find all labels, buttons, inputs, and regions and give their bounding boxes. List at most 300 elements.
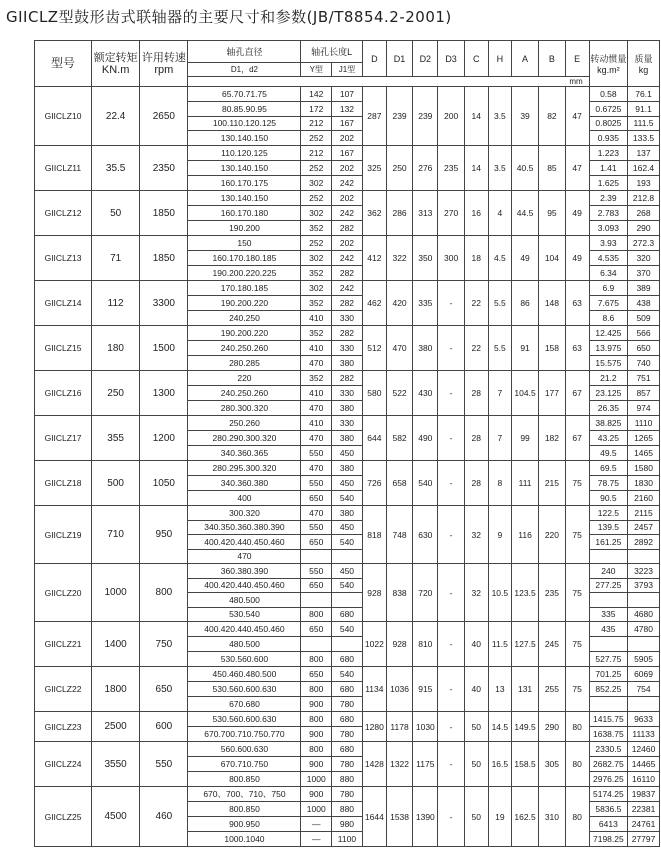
bore-cell: 130.140.150 — [188, 161, 301, 176]
mass-cell: 22381 — [628, 802, 660, 817]
j-length-cell: 242 — [332, 251, 363, 266]
bore-cell: 80.85.90.95 — [188, 101, 301, 116]
mass-cell: 509 — [628, 311, 660, 326]
y-length-cell: 470 — [301, 506, 332, 521]
mass-cell: 6069 — [628, 667, 660, 682]
y-length-cell: — — [301, 832, 332, 847]
bore-cell: 130.140.150 — [188, 131, 301, 146]
speed-cell: 750 — [140, 622, 188, 667]
dim-d2-cell: 540 — [413, 461, 438, 506]
torque-cell: 710 — [92, 506, 140, 564]
dim-b-cell: 235 — [539, 564, 565, 622]
mass-cell: 76.1 — [628, 87, 660, 102]
inertia-cell: 49.5 — [589, 446, 627, 461]
inertia-cell: 852.25 — [589, 682, 627, 697]
torque-unit: KN.m — [101, 63, 130, 76]
bore-cell: 150 — [188, 236, 301, 251]
bore-cell: 360.380.390 — [188, 564, 301, 579]
bore-cell: 190.200.220.225 — [188, 266, 301, 281]
y-length-cell: 302 — [301, 206, 332, 221]
mass-cell: 1580 — [628, 461, 660, 476]
dim-b-cell: 104 — [539, 236, 565, 281]
dim-a-cell: 39 — [511, 87, 538, 146]
dim-d3-cell: 235 — [438, 146, 464, 191]
mass-unit: kg — [638, 65, 649, 75]
table-row — [35, 281, 660, 296]
dim-c-cell: 14 — [464, 87, 488, 146]
y-length-cell — [301, 637, 332, 652]
j-length-cell: 330 — [332, 416, 363, 431]
mass-cell: 1830 — [628, 476, 660, 491]
y-length-cell: 352 — [301, 266, 332, 281]
y-length-cell: 1000 — [301, 802, 332, 817]
model-cell: GIICLZ12 — [35, 191, 92, 236]
mass-cell — [628, 549, 660, 564]
dim-d-cell: 1644 — [362, 787, 386, 847]
inertia-label: 转动惯量 — [590, 54, 627, 64]
mass-cell: 754 — [628, 682, 660, 697]
j-length-cell: 880 — [332, 772, 363, 787]
inertia-cell: 0.58 — [589, 87, 627, 102]
inertia-cell: 2682.75 — [589, 757, 627, 772]
dim-e-cell: 80 — [565, 787, 589, 847]
table-body — [35, 87, 660, 847]
model-cell: GIICLZ14 — [35, 281, 92, 326]
table-row — [35, 87, 660, 102]
bore-cell: 900.950 — [188, 817, 301, 832]
dim-b-cell: 220 — [539, 506, 565, 564]
mass-cell: 12460 — [628, 742, 660, 757]
torque-cell: 71 — [92, 236, 140, 281]
table-row — [35, 712, 660, 727]
y-length-cell: 550 — [301, 476, 332, 491]
mass-cell — [628, 637, 660, 652]
speed-cell: 600 — [140, 712, 188, 742]
y-length-cell: 900 — [301, 697, 332, 712]
dim-a-cell: 158.5 — [511, 742, 538, 787]
table-row — [35, 564, 660, 579]
col-bore-header: 轴孔直径 — [188, 41, 301, 63]
inertia-cell: 13.975 — [589, 341, 627, 356]
col-inertia-header — [589, 41, 627, 87]
dim-h-cell: 13 — [488, 667, 511, 712]
torque-cell: 1800 — [92, 667, 140, 712]
y-length-cell: 252 — [301, 161, 332, 176]
bore-cell: 800.850 — [188, 772, 301, 787]
dim-d2-cell: 720 — [413, 564, 438, 622]
j-length-cell: 680 — [332, 742, 363, 757]
j-length-cell — [332, 637, 363, 652]
mass-cell: 5905 — [628, 652, 660, 667]
j-length-cell — [332, 549, 363, 564]
dim-d2-cell: 630 — [413, 506, 438, 564]
dim-a-cell: 40.5 — [511, 146, 538, 191]
dim-b-cell: 305 — [539, 742, 565, 787]
dim-d1-cell: 522 — [386, 371, 412, 416]
dim-d3-cell: 200 — [438, 87, 464, 146]
dim-d2-cell: 276 — [413, 146, 438, 191]
j-length-cell: 167 — [332, 116, 363, 131]
col-D1-header: D1 — [386, 41, 412, 77]
torque-cell: 50 — [92, 191, 140, 236]
inertia-cell: 527.75 — [589, 652, 627, 667]
col-B-header: B — [539, 41, 565, 77]
dim-h-cell: 7 — [488, 371, 511, 416]
j-length-cell: 282 — [332, 371, 363, 386]
j-length-cell: 242 — [332, 176, 363, 191]
y-length-cell: 212 — [301, 146, 332, 161]
inertia-cell: 161.25 — [589, 535, 627, 550]
table-row — [35, 146, 660, 161]
dim-c-cell: 28 — [464, 461, 488, 506]
dim-d1-cell: 658 — [386, 461, 412, 506]
dim-d1-cell: 250 — [386, 146, 412, 191]
bore-cell: 65.70.71.75 — [188, 87, 301, 102]
model-cell: GIICLZ22 — [35, 667, 92, 712]
dim-d2-cell: 313 — [413, 191, 438, 236]
model-cell: GIICLZ16 — [35, 371, 92, 416]
y-length-cell — [301, 549, 332, 564]
dim-h-cell: 3.5 — [488, 87, 511, 146]
j-length-cell: 282 — [332, 266, 363, 281]
bore-cell: 530.560.600.630 — [188, 712, 301, 727]
dim-b-cell: 148 — [539, 281, 565, 326]
dim-a-cell: 111 — [511, 461, 538, 506]
y-length-cell: 142 — [301, 87, 332, 102]
inertia-cell: 277.25 — [589, 578, 627, 593]
speed-cell: 2350 — [140, 146, 188, 191]
mass-cell: 268 — [628, 206, 660, 221]
dim-b-cell: 82 — [539, 87, 565, 146]
table-row — [35, 416, 660, 431]
bore-cell: 670、700、710、750 — [188, 787, 301, 802]
table-row — [35, 236, 660, 251]
bore-cell: 450.460.480.500 — [188, 667, 301, 682]
dim-d-cell: 287 — [362, 87, 386, 146]
bore-cell: 110.120.125 — [188, 146, 301, 161]
dim-h-cell: 3.5 — [488, 146, 511, 191]
mass-label: 质量 — [634, 54, 653, 64]
model-cell: GIICLZ19 — [35, 506, 92, 564]
inertia-cell: 0.8025 — [589, 116, 627, 131]
j-length-cell: 540 — [332, 535, 363, 550]
dim-d3-cell: - — [438, 281, 464, 326]
dim-e-cell: 80 — [565, 712, 589, 742]
mass-cell: 2457 — [628, 520, 660, 535]
torque-cell: 1000 — [92, 564, 140, 622]
dim-h-cell: 5.5 — [488, 281, 511, 326]
j-length-cell: 780 — [332, 757, 363, 772]
dim-h-cell: 14.5 — [488, 712, 511, 742]
mass-cell: 2160 — [628, 491, 660, 506]
dim-d3-cell: - — [438, 326, 464, 371]
inertia-cell: 78.75 — [589, 476, 627, 491]
dim-e-cell: 75 — [565, 667, 589, 712]
dim-c-cell: 22 — [464, 326, 488, 371]
bore-cell: 190.200.220 — [188, 296, 301, 311]
mass-cell: 19837 — [628, 787, 660, 802]
dim-c-cell: 50 — [464, 787, 488, 847]
dim-d-cell: 1134 — [362, 667, 386, 712]
bore-cell: 530.560.600.630 — [188, 682, 301, 697]
y-length-cell: 550 — [301, 564, 332, 579]
speed-cell: 950 — [140, 506, 188, 564]
y-length-cell: 650 — [301, 535, 332, 550]
dim-d-cell: 462 — [362, 281, 386, 326]
inertia-cell: 4.535 — [589, 251, 627, 266]
torque-cell: 250 — [92, 371, 140, 416]
j-length-cell: 540 — [332, 578, 363, 593]
inertia-cell: 139.5 — [589, 520, 627, 535]
speed-cell: 1850 — [140, 236, 188, 281]
j-length-cell: 680 — [332, 652, 363, 667]
bore-cell: 160.170.180 — [188, 206, 301, 221]
mass-cell: 1265 — [628, 431, 660, 446]
table-row — [35, 371, 660, 386]
dim-d3-cell: - — [438, 416, 464, 461]
dim-d2-cell: 239 — [413, 87, 438, 146]
bore-cell: 400 — [188, 491, 301, 506]
mass-cell: 290 — [628, 221, 660, 236]
mass-cell: 566 — [628, 326, 660, 341]
dim-c-cell: 14 — [464, 146, 488, 191]
dim-h-cell: 8 — [488, 461, 511, 506]
dim-c-cell: 32 — [464, 564, 488, 622]
dim-e-cell: 75 — [565, 564, 589, 622]
col-speed-header — [140, 41, 188, 87]
inertia-cell: 2.39 — [589, 191, 627, 206]
bore-cell: 530.560.600 — [188, 652, 301, 667]
dim-d1-cell: 928 — [386, 622, 412, 667]
dim-b-cell: 310 — [539, 787, 565, 847]
bore-cell: 670.700.710.750.770 — [188, 727, 301, 742]
dim-d-cell: 362 — [362, 191, 386, 236]
mass-cell: 1110 — [628, 416, 660, 431]
inertia-cell: 7198.25 — [589, 832, 627, 847]
model-cell: GIICLZ24 — [35, 742, 92, 787]
j-length-cell: 680 — [332, 682, 363, 697]
inertia-cell: 23.125 — [589, 386, 627, 401]
mass-cell: 4780 — [628, 622, 660, 637]
y-length-cell: 900 — [301, 757, 332, 772]
y-length-cell: 302 — [301, 281, 332, 296]
speed-cell: 1850 — [140, 191, 188, 236]
bore-cell: 400.420.440.450.460 — [188, 535, 301, 550]
dim-e-cell: 67 — [565, 416, 589, 461]
dim-d3-cell: 270 — [438, 191, 464, 236]
dim-d2-cell: 1175 — [413, 742, 438, 787]
table-row — [35, 742, 660, 757]
inertia-cell: 1638.75 — [589, 727, 627, 742]
dim-d1-cell: 1322 — [386, 742, 412, 787]
inertia-cell: 122.5 — [589, 506, 627, 521]
j-length-cell: 282 — [332, 326, 363, 341]
inertia-cell: 1.41 — [589, 161, 627, 176]
dim-a-cell: 104.5 — [511, 371, 538, 416]
dim-c-cell: 50 — [464, 712, 488, 742]
dim-d-cell: 928 — [362, 564, 386, 622]
mass-cell: 24761 — [628, 817, 660, 832]
j-length-cell: 450 — [332, 446, 363, 461]
y-length-cell: 900 — [301, 727, 332, 742]
mass-cell: 11133 — [628, 727, 660, 742]
model-cell: GIICLZ21 — [35, 622, 92, 667]
dim-d1-cell: 420 — [386, 281, 412, 326]
mass-cell: 16110 — [628, 772, 660, 787]
inertia-cell: 15.575 — [589, 356, 627, 371]
inertia-cell: 5174.25 — [589, 787, 627, 802]
model-cell: GIICLZ25 — [35, 787, 92, 847]
j-length-cell: 202 — [332, 236, 363, 251]
dim-b-cell: 290 — [539, 712, 565, 742]
inertia-cell: 1.625 — [589, 176, 627, 191]
inertia-cell: 3.93 — [589, 236, 627, 251]
dim-d2-cell: 380 — [413, 326, 438, 371]
bore-cell: 280.300.320 — [188, 401, 301, 416]
inertia-cell: 12.425 — [589, 326, 627, 341]
dim-d-cell: 1280 — [362, 712, 386, 742]
dim-d2-cell: 490 — [413, 416, 438, 461]
inertia-cell: 5836.5 — [589, 802, 627, 817]
torque-label: 额定转矩 — [93, 51, 138, 64]
inertia-cell: 26.35 — [589, 401, 627, 416]
inertia-cell: 7.675 — [589, 296, 627, 311]
inertia-cell: 701.25 — [589, 667, 627, 682]
mass-cell: 2115 — [628, 506, 660, 521]
dim-h-cell: 10.5 — [488, 564, 511, 622]
y-length-cell: 352 — [301, 221, 332, 236]
dim-d2-cell: 915 — [413, 667, 438, 712]
dim-d1-cell: 286 — [386, 191, 412, 236]
mass-cell: 3223 — [628, 564, 660, 579]
j-length-cell: 980 — [332, 817, 363, 832]
j-length-cell: 880 — [332, 802, 363, 817]
speed-cell: 1500 — [140, 326, 188, 371]
dim-b-cell: 245 — [539, 622, 565, 667]
dim-c-cell: 16 — [464, 191, 488, 236]
dim-c-cell: 40 — [464, 667, 488, 712]
dim-d2-cell: 430 — [413, 371, 438, 416]
page-title: GIICLZ型鼓形齿式联轴器的主要尺寸和参数(JB/T8854.2-2001) — [6, 8, 452, 26]
j-length-cell: 380 — [332, 431, 363, 446]
dim-a-cell: 149.5 — [511, 712, 538, 742]
j-length-cell: 780 — [332, 787, 363, 802]
inertia-cell: 6.34 — [589, 266, 627, 281]
dim-d2-cell: 335 — [413, 281, 438, 326]
j-length-cell: 780 — [332, 727, 363, 742]
dim-e-cell: 67 — [565, 371, 589, 416]
j-length-cell: 330 — [332, 311, 363, 326]
bore-cell: 190.200.220 — [188, 326, 301, 341]
j-length-cell: 450 — [332, 476, 363, 491]
dim-e-cell: 63 — [565, 326, 589, 371]
mass-cell — [628, 593, 660, 608]
mass-cell: 3793 — [628, 578, 660, 593]
bore-cell: 1000.1040 — [188, 832, 301, 847]
mass-cell: 4680 — [628, 607, 660, 622]
table-row — [35, 461, 660, 476]
y-length-cell: 470 — [301, 461, 332, 476]
bore-cell: 340.350.360.380.390 — [188, 520, 301, 535]
dim-a-cell: 131 — [511, 667, 538, 712]
dim-d-cell: 512 — [362, 326, 386, 371]
dim-h-cell: 4 — [488, 191, 511, 236]
speed-cell: 3300 — [140, 281, 188, 326]
j-length-cell: 540 — [332, 667, 363, 682]
dim-d-cell: 580 — [362, 371, 386, 416]
dim-e-cell: 63 — [565, 281, 589, 326]
bore-cell: 250.260 — [188, 416, 301, 431]
y-length-cell: 550 — [301, 520, 332, 535]
y-length-cell: 470 — [301, 431, 332, 446]
bore-cell: 480.500 — [188, 593, 301, 608]
j-length-cell: 680 — [332, 712, 363, 727]
bore-cell: 670.680 — [188, 697, 301, 712]
y-type-header: Y型 — [301, 63, 332, 77]
j-length-cell: 380 — [332, 506, 363, 521]
dim-d3-cell: - — [438, 506, 464, 564]
dim-a-cell: 123.5 — [511, 564, 538, 622]
inertia-cell: 69.5 — [589, 461, 627, 476]
mass-cell: 212.8 — [628, 191, 660, 206]
j-length-cell — [332, 593, 363, 608]
j-length-cell: 450 — [332, 564, 363, 579]
bore-cell: 800.850 — [188, 802, 301, 817]
dim-d2-cell: 810 — [413, 622, 438, 667]
mass-cell: 974 — [628, 401, 660, 416]
table-row — [35, 622, 660, 637]
model-cell: GIICLZ18 — [35, 461, 92, 506]
y-length-cell: 410 — [301, 341, 332, 356]
col-A-header: A — [511, 41, 538, 77]
dim-d3-cell: - — [438, 564, 464, 622]
dim-e-cell: 75 — [565, 622, 589, 667]
dim-c-cell: 40 — [464, 622, 488, 667]
j-length-cell: 132 — [332, 101, 363, 116]
mass-cell: 751 — [628, 371, 660, 386]
dim-b-cell: 215 — [539, 461, 565, 506]
bore-cell: 160.170.175 — [188, 176, 301, 191]
mass-cell: 438 — [628, 296, 660, 311]
bore-cell: 190.200 — [188, 221, 301, 236]
y-length-cell: 550 — [301, 446, 332, 461]
bore-cell: 130.140.150 — [188, 191, 301, 206]
y-length-cell: 470 — [301, 401, 332, 416]
dim-d3-cell: - — [438, 622, 464, 667]
table-row — [35, 191, 660, 206]
mass-cell: 2892 — [628, 535, 660, 550]
dim-b-cell: 85 — [539, 146, 565, 191]
dim-d-cell: 412 — [362, 236, 386, 281]
col-length-header: 轴孔长度L — [301, 41, 362, 63]
speed-cell: 800 — [140, 564, 188, 622]
mass-cell: 320 — [628, 251, 660, 266]
dim-h-cell: 9 — [488, 506, 511, 564]
dim-d-cell: 726 — [362, 461, 386, 506]
dim-d1-cell: 748 — [386, 506, 412, 564]
dim-d1-cell: 1538 — [386, 787, 412, 847]
mass-cell: 111.5 — [628, 116, 660, 131]
inertia-cell: 335 — [589, 607, 627, 622]
spec-table — [34, 40, 660, 847]
j-length-cell: 167 — [332, 146, 363, 161]
col-model-header: 型号 — [35, 41, 92, 87]
dim-b-cell: 95 — [539, 191, 565, 236]
table-row — [35, 506, 660, 521]
y-length-cell: 172 — [301, 101, 332, 116]
dim-d-cell: 325 — [362, 146, 386, 191]
y-length-cell: 410 — [301, 416, 332, 431]
